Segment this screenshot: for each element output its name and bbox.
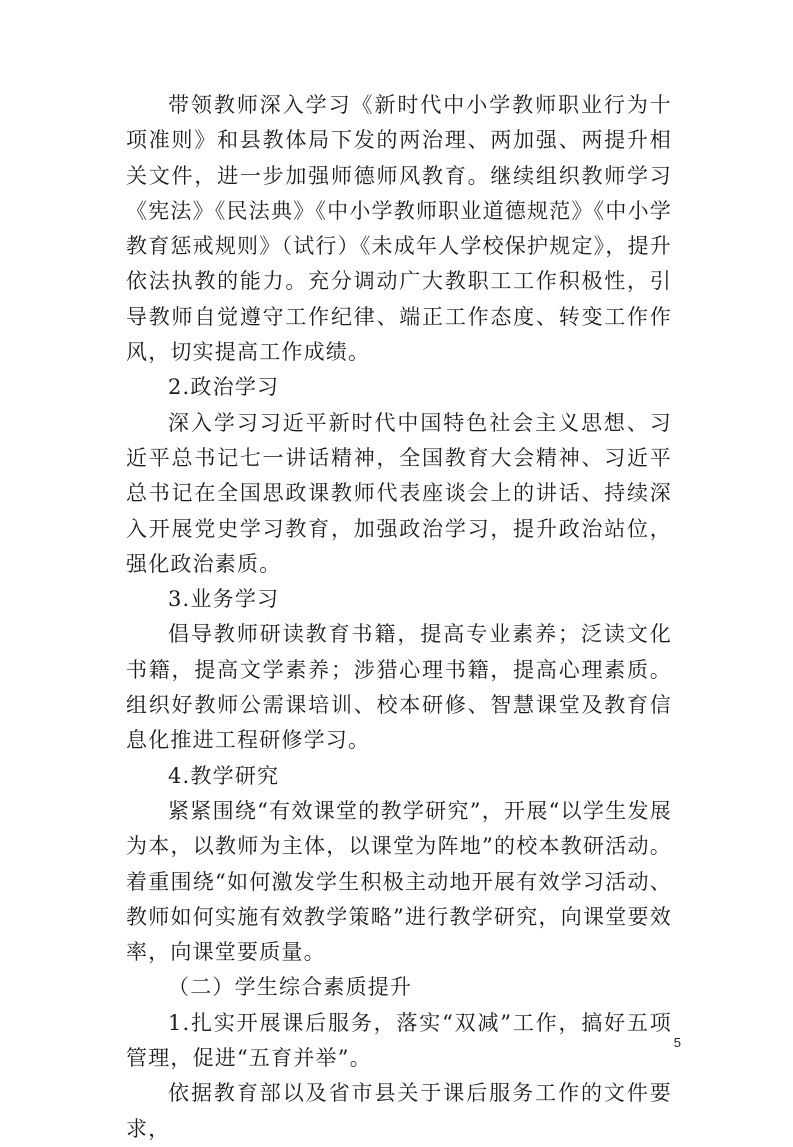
paragraph-teaching-research: 紧紧围绕“有效课堂的教学研究”，开展“以学生发展为本，以教师为主体，以课堂为阵地”的校本教研活动。着重围绕“如何激发学生积极主动地开展有效学习活动、教师如何实施有效教学策略”进行教学研究，向课堂要效率，向课堂要质量。 <box>126 798 672 965</box>
heading-teaching-research: 4.教学研究 <box>168 763 280 788</box>
paragraph-teacher-ethics: 带领教师深入学习《新时代中小学教师职业行为十项准则》和县教体局下发的两治理、两加强、两提升相关文件，进一步加强师德师风教育。继续组织教师学习《宪法》《民法典》《中小学教师职业道德规范》《中小学教育惩戒规则》（试行）《未成年人学校保护规定》，提升依法执教的能力。充分调动广大教职工工作积极性，引导教师自觉遵守工作纪律、端正工作态度、转变工作作风，切实提高工作成绩。 <box>126 93 672 365</box>
paragraph-after-school-requirements: 依据教育部以及省市县关于课后服务工作的文件要求， <box>126 1081 672 1141</box>
heading-student-quality: （二）学生综合素质提升 <box>168 975 413 1000</box>
page-number: 5 <box>673 1035 681 1050</box>
heading-business-study: 3.业务学习 <box>168 587 280 612</box>
paragraph-after-school-service: 1.扎实开展课后服务，落实“双减”工作，搞好五项管理，促进“五育并举”。 <box>126 1010 672 1071</box>
heading-political-study: 2.政治学习 <box>168 375 280 400</box>
paragraph-political-study: 深入学习习近平新时代中国特色社会主义思想、习近平总书记七一讲话精神，全国教育大会精神、习近平总书记在全国思政课教师代表座谈会上的讲话、持续深入开展党史学习教育，加强政治学习，提升政治站位，强化政治素质。 <box>126 410 672 576</box>
paragraph-business-study: 倡导教师研读教育书籍，提高专业素养；泛读文化书籍，提高文学素养；涉猎心理书籍，提高心理素质。组织好教师公需课培训、校本研修、智慧课堂及教育信息化推进工程研修学习。 <box>126 622 672 753</box>
document-body <box>126 88 672 1147</box>
